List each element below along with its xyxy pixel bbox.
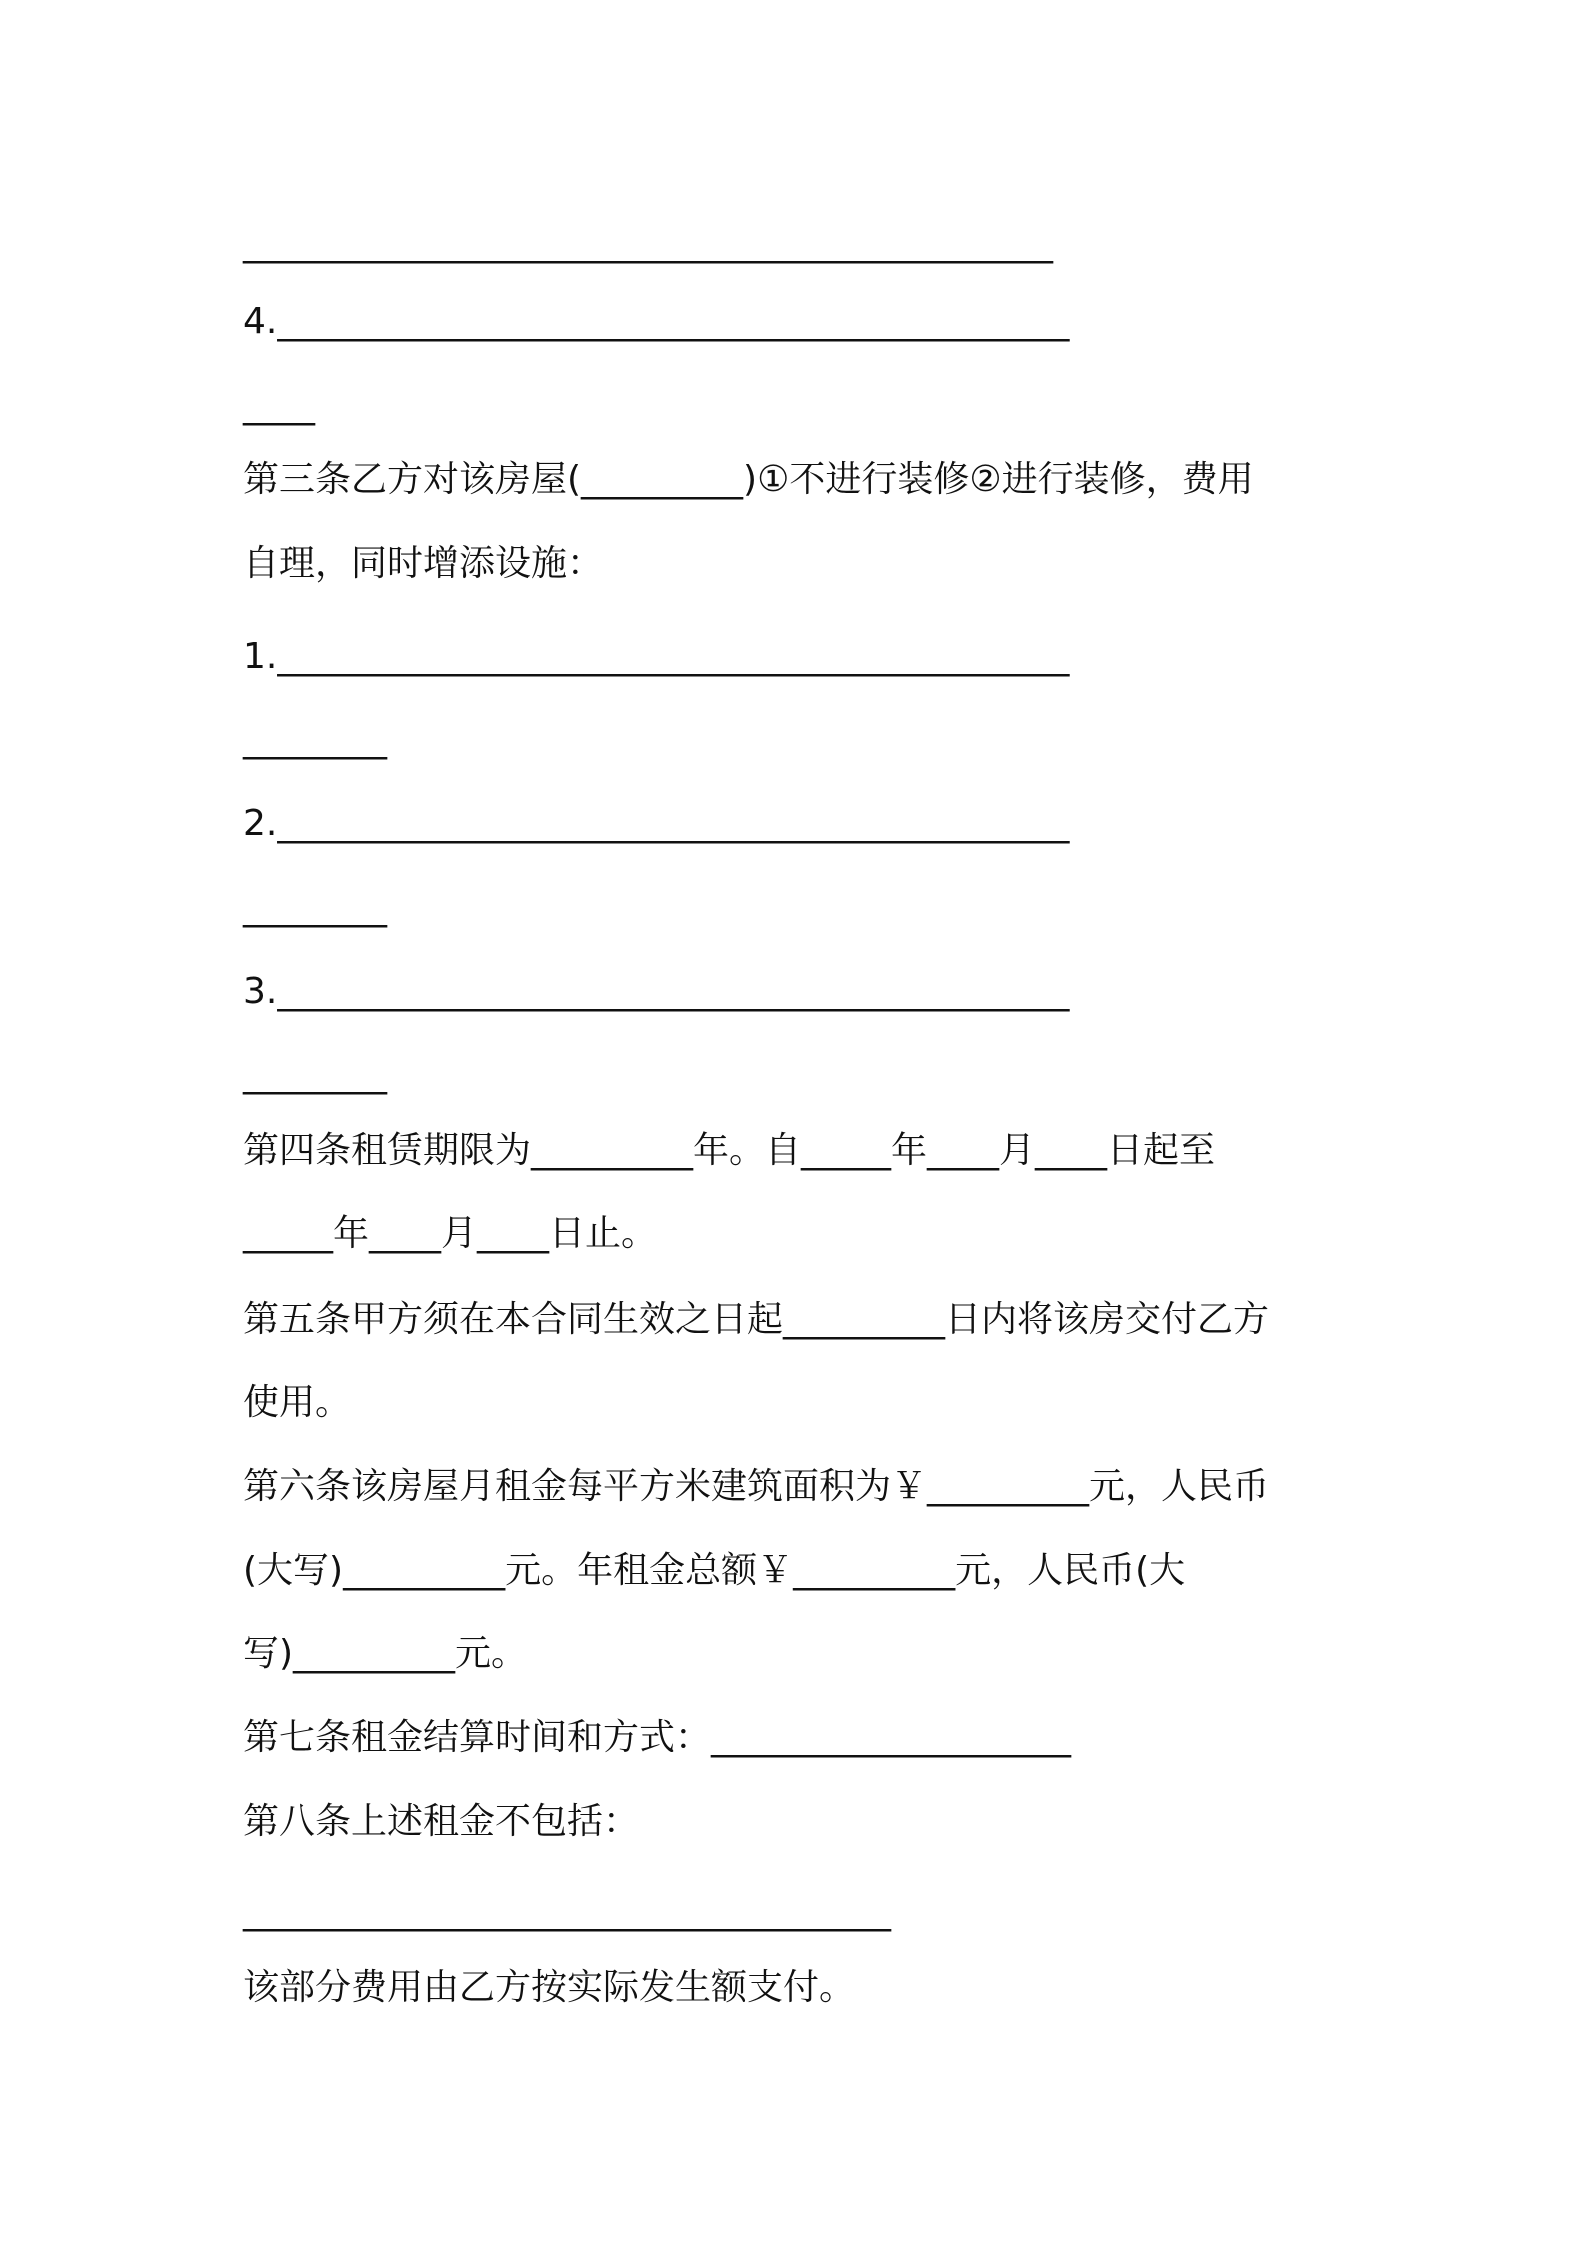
article-8-payment-note: 该部分费用由乙方按实际发生额支付。 — [243, 1967, 856, 2008]
article-6-text-continued: (大写)_________元。年租金总额￥_________元，人民币(大 — [243, 1550, 1186, 1591]
article-6-text-continued: 写)_________元。 — [243, 1633, 528, 1674]
article-3-text: 第三条乙方对该房屋(_________)①不进行装修②进行装修，费用 — [243, 459, 1254, 500]
blank-line-continuation: ________ — [243, 887, 387, 928]
blank-line-continuation: ________ — [243, 719, 387, 760]
added-facility-1: 1.____________________________________________ — [243, 636, 1070, 677]
blank-line: _____________________________________________ — [243, 223, 1053, 264]
added-facility-3: 3.____________________________________________ — [243, 971, 1070, 1012]
blank-line-continuation: ________ — [243, 1054, 387, 1095]
article-6-text: 第六条该房屋月租金每平方米建筑面积为￥_________元，人民币 — [243, 1466, 1270, 1507]
article-4-text-continued: _____年____月____日止。 — [243, 1213, 658, 1254]
article-4-text: 第四条租赁期限为_________年。自_____年____月____日起至 — [243, 1130, 1216, 1171]
excluded-items-blank: ____________________________________ — [243, 1891, 891, 1932]
added-facility-2: 2.____________________________________________ — [243, 803, 1070, 844]
article-3-text-continued: 自理，同时增添设施： — [243, 543, 604, 584]
facility-item-4: 4.____________________________________________ — [243, 301, 1070, 342]
article-7-text: 第七条租金结算时间和方式：____________________ — [243, 1717, 1072, 1758]
blank-line-continuation: ____ — [243, 385, 315, 426]
article-5-text: 第五条甲方须在本合同生效之日起_________日内将该房交付乙方 — [243, 1299, 1270, 1340]
article-8-text: 第八条上述租金不包括： — [243, 1801, 640, 1842]
article-5-text-continued: 使用。 — [243, 1382, 352, 1423]
